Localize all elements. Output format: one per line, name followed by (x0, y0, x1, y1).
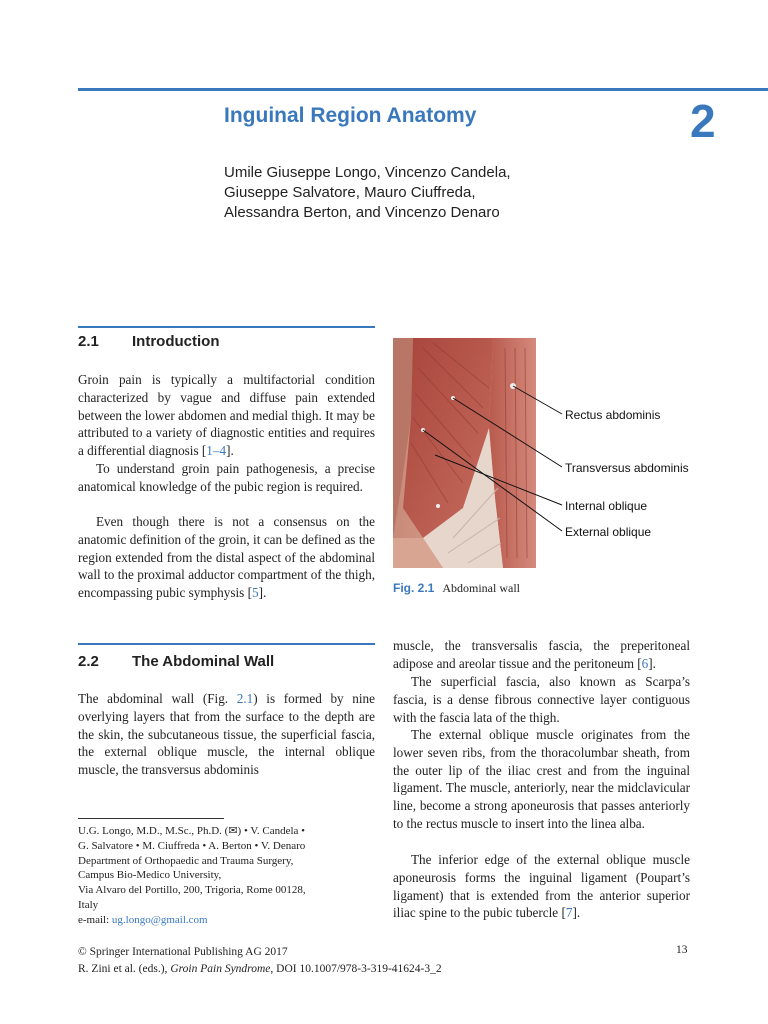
footnote-line: Campus Bio-Medico University, (78, 869, 222, 882)
footnote-line: U.G. Longo, M.D., M.Sc., Ph.D. (✉) • V. Candela • (78, 825, 306, 837)
figure-caption (393, 581, 520, 596)
text-run: ) is formed by nine overlying layers that from the surface to the depth are the skin, the subcutaneous tissue, the superficial fascia, the external oblique muscle, the internal oblique muscle, the transversus abdominis (78, 691, 375, 778)
footnote-line: Italy (78, 898, 99, 911)
figure-label-rectus-abdominis: Rectus abdominis (565, 408, 661, 422)
section-heading-introduction (78, 333, 219, 350)
text-run: ]. (226, 443, 234, 459)
intro-paragraph-1 (78, 371, 375, 460)
text-run: The inferior edge of the external oblique muscle aponeurosis forms the inguinal ligament (Poupart’s ligament) that is extended from the anterior superior iliac spine to the pubic tubercle [ (393, 852, 690, 921)
intro-paragraph-3 (78, 513, 375, 602)
text-run: The abdominal wall (Fig. (78, 691, 237, 706)
figure-caption-text: Abdominal wall (442, 581, 520, 595)
author-line: Alessandra Berton, and Vincenzo Denaro (224, 204, 500, 221)
text-run: Even though there is not a consensus on the anatomic definition of the groin, it can be defined as the region extended from the distal aspect of the abdominal wall to the proximal adductor compartment of the thigh, encompassing pubic symphysis [ (78, 514, 375, 601)
abdominal-wall-illustration (393, 338, 536, 568)
footnote-line: Via Alvaro del Portillo, 200, Trigoria, Rome 00128, (78, 884, 306, 897)
email-link[interactable]: ug.longo@gmail.com (111, 913, 208, 926)
figure-link[interactable]: 2.1 (236, 691, 254, 706)
text-run: R. Zini et al. (eds.), (78, 963, 171, 975)
text-run: ]. (648, 655, 656, 671)
text-run: ]. (572, 905, 581, 921)
email-label: e-mail: (78, 913, 112, 926)
text-run: , DOI 10.1007/978-3-319-41624-3_2 (270, 963, 442, 975)
footnote-line: G. Salvatore • M. Ciuffreda • A. Berton • V. Denaro (78, 839, 306, 852)
author-list (224, 163, 511, 223)
author-line: Giuseppe Salvatore, Mauro Ciuffreda, (224, 184, 476, 201)
section-heading-abdominal-wall (78, 653, 274, 670)
chapter-number: 2 (690, 95, 716, 147)
figure-label-internal-oblique: Internal oblique (565, 499, 648, 513)
citation-link[interactable]: 5 (252, 585, 259, 601)
text-run: Groin pain is typically a multifactorial condition characterized by vague and diffuse pain extended between the lower abdomen and medial thigh. It may be attributed to a variety of diagnostic entities and requires a differential diagnosis [ (78, 372, 375, 459)
right-paragraph-1 (393, 637, 690, 673)
author-affiliation-footnote (78, 824, 306, 928)
right-paragraph-2: The superficial fascia, also known as Scarpa’s fascia, is a dense fibrous connective layer contiguous with the fascia lata of the thigh. (393, 674, 690, 725)
citation-link[interactable]: 7 (565, 905, 573, 921)
citation-link[interactable]: 6 (641, 655, 649, 671)
citation-link[interactable]: 1–4 (206, 443, 227, 459)
right-paragraph-4 (393, 851, 690, 922)
book-title: Groin Pain Syndrome (170, 963, 271, 975)
copyright-line: © Springer International Publishing AG 2017 (78, 946, 288, 958)
page-footer (78, 944, 442, 978)
chapter-title: Inguinal Region Anatomy (224, 104, 477, 127)
section-number: 2.2 (78, 653, 99, 670)
footnote-rule (78, 818, 224, 819)
figure-label-external-oblique: External oblique (565, 525, 652, 539)
section-title: Introduction (132, 333, 220, 350)
section-rule (78, 326, 375, 328)
text-run: ]. (258, 585, 267, 601)
figure-label-transversus-abdominis: Transversus abdominis (565, 461, 689, 475)
right-paragraph-3: The external oblique muscle originates from the lower seven ribs, from the thoracolumbar sheath, from the outer lip of the iliac crest and from the inguinal ligament. The muscle, anteriorly, near the midclavicular line, become a strong aponeurosis that passes anteriorly to the rectus muscle to insert into the linea alba. (393, 727, 690, 831)
footnote-email-line (78, 913, 306, 928)
author-line: Umile Giuseppe Longo, Vincenzo Candela, (224, 164, 511, 181)
intro-paragraph-2: To understand groin pain pathogenesis, a precise anatomical knowledge of the pubic region is required. (78, 461, 375, 494)
figure-number: Fig. 2.1 (393, 581, 435, 595)
text-run: muscle, the transversalis fascia, the preperitoneal adipose and areolar tissue and the peritoneum [ (393, 638, 690, 671)
page-number: 13 (676, 944, 688, 956)
abdominal-wall-paragraph-1 (78, 690, 375, 779)
section-title: The Abdominal Wall (132, 653, 275, 670)
top-rule (78, 88, 768, 91)
section-number: 2.1 (78, 333, 99, 350)
citation-line (78, 961, 442, 978)
footnote-line: Department of Orthopaedic and Trauma Surgery, (78, 854, 294, 867)
section-rule (78, 643, 375, 645)
